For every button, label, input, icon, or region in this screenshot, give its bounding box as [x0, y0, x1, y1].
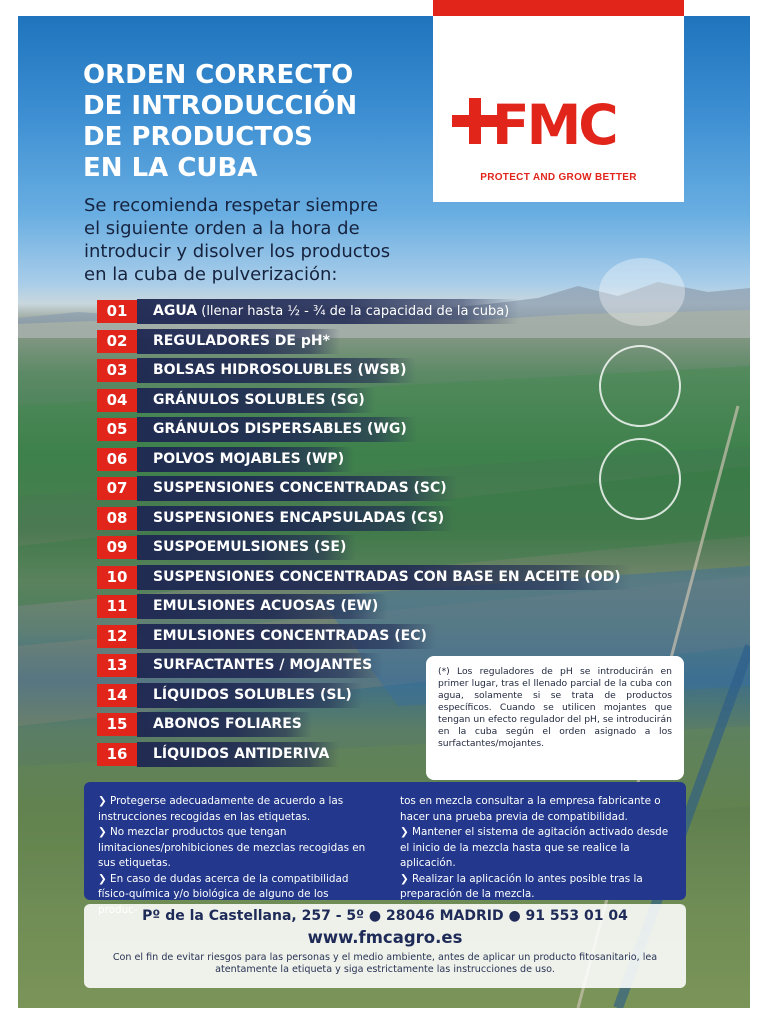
order-number: 16 — [97, 743, 137, 766]
product-name: REGULADORES DE pH* — [153, 332, 330, 349]
product-name: SUSPENSIONES CONCENTRADAS (SC) — [153, 480, 447, 496]
product-name: EMULSIONES CONCENTRADAS (EC) — [153, 627, 427, 644]
intro-line: el siguiente orden a la hora de — [84, 218, 360, 239]
page-title — [83, 60, 423, 184]
product-label — [137, 742, 339, 767]
product-label — [137, 565, 631, 590]
logo-top-bar — [433, 0, 684, 16]
product-name: SUSPENSIONES CONCENTRADAS CON BASE EN ACEITE (OD) — [153, 568, 621, 585]
advice-item: ❯ En caso de dudas acerca de la compatibilidad físico-química y/o biológica de alguno de los — [98, 872, 349, 900]
product-note: (llenar hasta ½ - ¾ de la capacidad de la cuba) — [197, 304, 510, 319]
product-label — [137, 535, 356, 560]
ph-footnote: (*) Los reguladores de pH se introducirán en primer lugar, tras el llenado parcial de la cuba con agua, solamente si se trata de productos específicos. Cuando se utilicen mojantes que tengan un efecto regulador del pH, se introducirán en la cuba según el orden asignado a los surfactantes/mojantes. — [426, 656, 684, 780]
product-label — [137, 299, 519, 324]
order-number: 09 — [97, 536, 137, 559]
product-name: BOLSAS HIDROSOLUBLES (WSB) — [153, 362, 407, 378]
intro-line: en la cuba de pulverización: — [84, 264, 338, 285]
order-number: 05 — [97, 418, 137, 441]
product-name: GRÁNULOS DISPERSABLES (WG) — [153, 421, 407, 437]
product-name: SUSPENSIONES ENCAPSULADAS (CS) — [153, 509, 445, 526]
intro-line: introducir y disolver los productos — [84, 241, 391, 262]
list-item — [82, 624, 682, 649]
list-item — [82, 476, 682, 501]
chevron-right-icon: ❯ — [400, 826, 409, 838]
order-number: 08 — [97, 507, 137, 530]
product-name: POLVOS MOJABLES (WP) — [153, 450, 345, 467]
product-label — [137, 624, 437, 649]
advice-item: ❯ Realizar la aplicación lo antes posible tras la preparación de la mezcla. — [400, 872, 643, 900]
safety-advice-box — [84, 782, 686, 900]
chevron-right-icon: ❯ — [98, 795, 107, 807]
fmc-logo — [452, 96, 652, 156]
product-label — [137, 506, 454, 531]
list-item — [82, 447, 682, 472]
list-item — [82, 565, 682, 590]
advice-item-continued: tos en mezcla consultar a la empresa fabricante o hacer una prueba previa de compatibilidad. — [400, 795, 661, 823]
advice-column-left — [98, 794, 370, 918]
product-label — [137, 712, 312, 737]
order-number: 14 — [97, 684, 137, 707]
intro-line: Se recomienda respetar siempre — [84, 195, 379, 216]
order-number: 11 — [97, 595, 137, 618]
list-item — [82, 594, 682, 619]
list-item — [82, 299, 682, 324]
chevron-right-icon: ❯ — [98, 872, 107, 885]
order-number: 10 — [97, 566, 137, 589]
product-label — [137, 653, 382, 678]
title-line: DE INTRODUCCIÓN — [83, 91, 358, 121]
product-label — [137, 683, 362, 708]
product-label — [137, 476, 457, 501]
list-item — [82, 358, 682, 383]
logo-tagline: PROTECT AND GROW BETTER — [480, 172, 637, 183]
product-name: SURFACTANTES / MOJANTES — [153, 657, 373, 673]
list-item — [82, 329, 682, 354]
order-number: 06 — [97, 448, 137, 471]
title-line: EN LA CUBA — [83, 153, 258, 183]
contact-address: Pº de la Castellana, 257 - 5º ● 28046 MADRID ● 91 553 01 04 — [142, 908, 628, 924]
order-number: 02 — [97, 330, 137, 353]
product-label — [137, 358, 416, 383]
order-number: 01 — [97, 300, 137, 323]
product-name: GRÁNULOS SOLUBLES (SG) — [153, 391, 365, 408]
product-name: LÍQUIDOS ANTIDERIVA — [153, 745, 330, 762]
order-number: 15 — [97, 713, 137, 736]
chevron-right-icon: ❯ — [400, 872, 409, 885]
product-name: SUSPOEMULSIONES (SE) — [153, 539, 347, 555]
website-link[interactable]: www.fmcagro.es — [307, 928, 463, 947]
list-item — [82, 388, 682, 413]
advice-item: ❯ Protegerse adecuadamente de acuerdo a las instrucciones recogidas en las etiquetas. — [98, 795, 344, 823]
list-item — [82, 506, 682, 531]
intro-text — [84, 194, 444, 286]
order-number: 03 — [97, 359, 137, 382]
title-line: DE PRODUCTOS — [83, 122, 313, 152]
contact-footer — [84, 904, 686, 988]
advice-item: ❯ Mantener el sistema de agitación activado desde el inicio de la mezcla hasta que se realice la aplicación. — [400, 826, 669, 869]
title-line: ORDEN CORRECTO — [83, 60, 354, 90]
advice-column-right — [400, 794, 672, 903]
product-label — [137, 329, 340, 354]
product-label — [137, 447, 354, 472]
chevron-right-icon: ❯ — [98, 826, 107, 838]
product-name: ABONOS FOLIARES — [153, 716, 302, 732]
product-name: EMULSIONES ACUOSAS (EW) — [153, 598, 379, 614]
order-number: 13 — [97, 654, 137, 677]
product-label — [137, 388, 375, 413]
list-item — [82, 535, 682, 560]
order-number: 12 — [97, 625, 137, 648]
disclaimer-text: Con el fin de evitar riesgos para las personas y el medio ambiente, antes de aplicar un producto fitosanitario, lea atentamente la etiqueta y siga estrictamente las instrucciones de uso. — [112, 952, 658, 975]
order-number: 04 — [97, 389, 137, 412]
product-name: AGUA — [153, 303, 198, 319]
list-item — [82, 417, 682, 442]
product-label — [137, 594, 388, 619]
product-name: LÍQUIDOS SOLUBLES (SL) — [153, 686, 352, 703]
order-number: 07 — [97, 477, 137, 500]
logo-text: FMC — [492, 96, 616, 156]
advice-item: ❯ No mezclar productos que tengan limitaciones/prohibiciones de mezclas recogidas en sus etiquetas. — [98, 826, 366, 869]
product-label — [137, 417, 417, 442]
